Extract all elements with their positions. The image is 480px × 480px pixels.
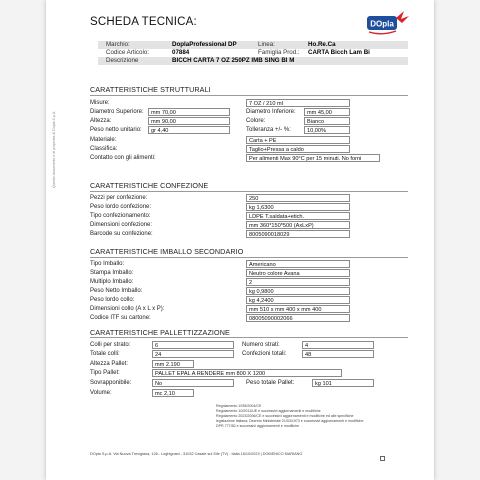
colli-strato-field: 6 <box>152 341 234 349</box>
peso-lordo-confezione-field: kg 1,6300 <box>246 203 350 211</box>
stampa-imballo-field: Neutro colore Avana <box>246 269 350 277</box>
section-title-pallet: CARATTERISTICHE PALLETTIZZAZIONE <box>90 328 230 337</box>
misure-field: 7 OZ / 210 ml <box>246 99 350 107</box>
tipo-pallet-field: PALLET EPAL A RENDERE mm 800 X 1200 <box>152 369 342 377</box>
logo-text: DOpla <box>370 19 394 29</box>
dimensioni-confezione-field: mm 360*150*500 (AxLxP) <box>246 221 350 229</box>
classifica-field: Taglio+Pressa a caldo <box>246 145 350 153</box>
multiplo-imballo-field: 2 <box>246 278 350 286</box>
dimensioni-collo-field: mm 510 x mm 400 x mm 400 <box>246 305 350 313</box>
diametro-inferiore-label: Diametro Inferiore: <box>246 109 296 115</box>
confezioni-totali-field: 48 <box>302 350 374 358</box>
tolleranza-label: Tolleranza +/- %: <box>246 127 291 133</box>
diametro-superiore-label: Diametro Superiore: <box>90 109 144 115</box>
barcode-label: Barcode su confezione: <box>90 231 153 237</box>
multiplo-imballo-label: Multiplo Imballo: <box>90 279 134 285</box>
tipo-imballo-field: Americano <box>246 260 350 268</box>
codice-label: Codice Articolo: <box>106 49 149 56</box>
header-row-1 <box>98 41 408 49</box>
tipo-confezionamento-label: Tipo confezionamento: <box>90 213 151 219</box>
vertical-note: Questo documento e di proprieta di Dopla S.p.A. <box>52 110 56 188</box>
peso-netto-label: Peso netto unitario: <box>90 127 142 133</box>
altezza-label: Altezza: <box>90 118 112 124</box>
totale-colli-label: Totale colli: <box>90 351 120 357</box>
tolleranza-field: 10,00% <box>304 126 350 134</box>
sovrapponibile-label: Sovrapponibile: <box>90 380 132 386</box>
pezzi-field: 250 <box>246 194 350 202</box>
peso-lordo-collo-field: kg 4,2400 <box>246 296 350 304</box>
section-title-confezione: CARATTERISTICHE CONFEZIONE <box>90 181 209 190</box>
diametro-superiore-field: mm 70,00 <box>148 108 230 116</box>
peso-totale-pallet-label: Peso totale Pallet: <box>246 380 295 386</box>
diametro-inferiore-field: mm 45,00 <box>304 108 350 116</box>
codice-itf-field: 08005090002066 <box>246 314 350 322</box>
numero-strati-field: 4 <box>302 341 374 349</box>
volume-label: Volume: <box>90 390 112 396</box>
marchio-value: DoplaProfessional DP <box>172 41 237 48</box>
classifica-label: Classifica: <box>90 146 118 152</box>
section-title-strutturali: CARATTERISTICHE STRUTTURALI <box>90 85 211 94</box>
dopla-logo-icon <box>366 8 410 38</box>
barcode-field: 8005090018029 <box>246 230 350 238</box>
page-footer: DOpla S.p.A. Via Nuova Trevigiana, 126 - Loghignani - 31032 Casale sul Sile (TV) - Italia 16/10/2023 | DOMENICO MARIANO <box>90 452 303 456</box>
peso-totale-pallet-field: kg 101 <box>312 379 374 387</box>
regulation-line: Regolamento 2023/2006/CE e successivi aggiornamenti e modifiche ed alle specifiche <box>216 414 354 418</box>
peso-netto-imballo-label: Peso Netto Imballo: <box>90 288 143 294</box>
confezioni-totali-label: Confezioni totali: <box>242 351 287 357</box>
peso-lordo-confezione-label: Peso lordo confezione: <box>90 204 152 210</box>
dopla-logo <box>366 8 410 38</box>
codice-value: 07884 <box>172 49 190 56</box>
numero-strati-label: Numero strati: <box>242 342 280 348</box>
altezza-field: mm 90,00 <box>148 117 230 125</box>
page-marker <box>380 456 385 461</box>
famiglia-value: CARTA Bicch Lam Bi <box>308 49 370 56</box>
descrizione-label: Descrizione <box>106 57 139 64</box>
regulation-line: legislazione italiana; Decreto Ministeriale 21/03/1973 e successivi aggiornamenti e modifiche <box>216 419 364 423</box>
section-rule <box>90 337 408 338</box>
pezzi-label: Pezzi per confezione: <box>90 195 148 201</box>
colore-label: Colore: <box>246 118 266 124</box>
altezza-pallet-label: Altezza Pallet: <box>90 361 129 367</box>
regulation-line: DPR 777/82 e successivi aggiornamenti e modifiche <box>216 424 300 428</box>
tipo-imballo-label: Tipo Imballo: <box>90 261 125 267</box>
famiglia-label: Famiglia Prod.: <box>258 49 300 56</box>
section-rule <box>90 257 408 258</box>
totale-colli-field: 24 <box>152 350 234 358</box>
dimensioni-confezione-label: Dimensioni confezione: <box>90 222 153 228</box>
regulation-line: Regolamento 10/2011/UE e successivi aggiornamenti e modifiche <box>216 409 321 413</box>
contatto-field: Per alimenti Max 90°C per 15 minuti. No forni <box>246 154 380 162</box>
dimensioni-collo-label: Dimensioni collo (A x L x P): <box>90 306 165 312</box>
materiale-field: Carta + PE <box>246 136 350 144</box>
tipo-pallet-label: Tipo Pallet: <box>90 370 120 376</box>
peso-netto-imballo-field: kg 0,9800 <box>246 287 350 295</box>
altezza-pallet-field: mm 2.190 <box>152 360 194 368</box>
materiale-label: Materiale: <box>90 137 117 143</box>
section-rule <box>90 95 408 96</box>
regulation-line: Regolamento 1935/2004/CE <box>216 404 262 408</box>
marchio-label: Marchio: <box>106 41 130 48</box>
volume-field: mc 2,10 <box>152 389 194 397</box>
misure-label: Misure: <box>90 100 110 106</box>
linea-label: Linea: <box>258 41 275 48</box>
codice-itf-label: Codice ITF su cartone: <box>90 315 151 321</box>
document-title: SCHEDA TECNICA: <box>90 16 197 28</box>
stampa-imballo-label: Stampa Imballo: <box>90 270 134 276</box>
descrizione-value: BICCH CARTA 7 OZ 250PZ IMB SING BI M <box>172 57 295 64</box>
peso-lordo-collo-label: Peso lordo collo: <box>90 297 135 303</box>
tipo-confezionamento-field: LDPE T.saldata+etich. <box>246 212 350 220</box>
linea-value: Ho.Re.Ca <box>308 41 336 48</box>
peso-netto-field: gr 4,40 <box>148 126 230 134</box>
colli-strato-label: Colli per strato: <box>90 342 131 348</box>
section-title-imballo: CARATTERISTICHE IMBALLO SECONDARIO <box>90 247 244 256</box>
sovrapponibile-field: No <box>152 379 234 387</box>
section-rule <box>90 191 408 192</box>
colore-field: Bianco <box>304 117 350 125</box>
contatto-label: Contatto con gli alimenti: <box>90 155 156 161</box>
datasheet-page <box>46 0 434 480</box>
